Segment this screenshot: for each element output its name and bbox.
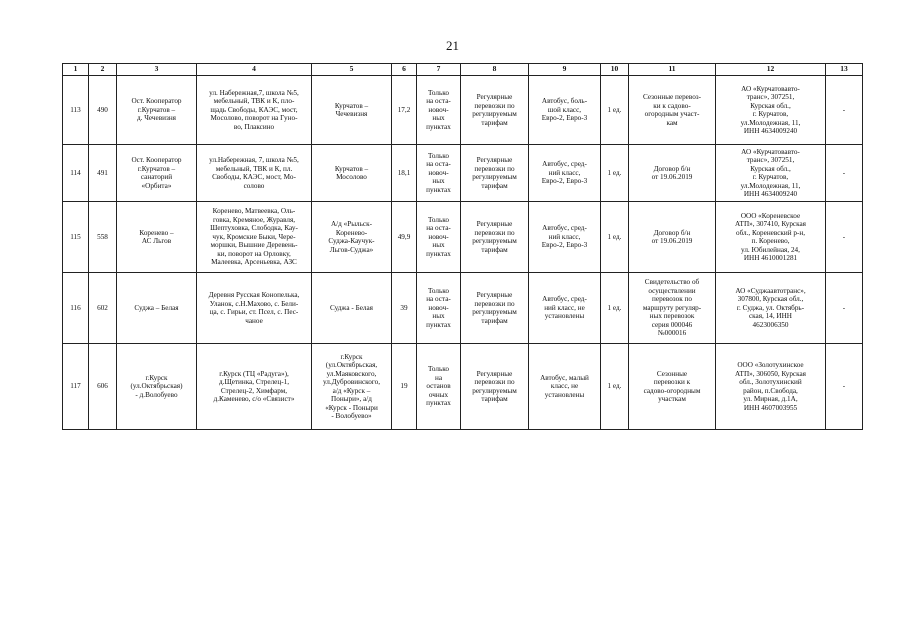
page-number: 21 [446,38,459,53]
route-length: 39 [392,273,417,344]
routes-table [62,63,863,430]
table-row [63,76,863,145]
transport-type: Регулярные перевозки по регулируемым тарифам [461,145,529,202]
transport-type: Регулярные перевозки по регулируемым тарифам [461,202,529,273]
route-length: 49,9 [392,202,417,273]
service-start: Сезонные перевоз- ки к садово- огородным участ- кам [629,76,716,145]
service-start: Договор б/н от 19.06.2019 [629,145,716,202]
transport-type: Регулярные перевозки по регулируемым тарифам [461,344,529,430]
vehicle-class: Автобус, сред- ний класс, не установлены [529,273,601,344]
carrier-info: АО «Курчатовавто- транс», 307251, Курская обл., г. Курчатов, ул.Молодежная, 11, ИНН 4634009240 [716,145,826,202]
header-cell: 12 [716,64,826,76]
table-row [63,202,863,273]
route-name: Суджа – Белая [117,273,197,344]
vehicle-count: 1 ед. [601,344,629,430]
route-length: 18,1 [392,145,417,202]
route-reg-number: 558 [89,202,117,273]
transport-type: Регулярные перевозки по регулируемым тарифам [461,273,529,344]
vehicle-count: 1 ед. [601,273,629,344]
header-cell: 8 [461,64,529,76]
header-cell: 6 [392,64,417,76]
route-streets: Курчатов – Чечевизня [312,76,392,145]
route-reg-number: 602 [89,273,117,344]
header-row [63,64,863,76]
extra-info: - [826,273,863,344]
table-row [63,145,863,202]
route-stops: Коренево, Матвеевка, Оль- говка, Кремяное, Журавля, Шептуховка, Слободка, Кау- чук, Кромские Быки, Чере- моршки, Вышние Деревень- ки, поворот на Орловку, Малеевка, Арсеньевка, АЗС [197,202,312,273]
route-streets: Курчатов – Мосолово [312,145,392,202]
route-length: 17,2 [392,76,417,145]
header-cell: 2 [89,64,117,76]
route-name: Ост. Кооператор г.Курчатов – д. Чечевизня [117,76,197,145]
route-reg-number: 606 [89,344,117,430]
carrier-info: ООО «Кореневское АТП», 307410, Курская обл., Кореневский р-н, п. Коренево, ул. Юбилейная, 24, ИНН 4610001281 [716,202,826,273]
service-start: Свидетельство об осуществлении перевозок по маршруту регуляр- ных перевозок серия 000046 №000016 [629,273,716,344]
extra-info: - [826,202,863,273]
carrier-info: ООО «Золотухинское АТП», 306050, Курская обл., Золотухинский район, п.Свобода, ул. Мирная, д.1А, ИНН 4607003955 [716,344,826,430]
header-cell: 7 [417,64,461,76]
carrier-info: АО «Суджаавтотранс», 307800, Курская обл., г. Суджа, ул. Октябрь- ская, 14, ИНН 4623006350 [716,273,826,344]
route-name: Коренево – АС Льгов [117,202,197,273]
vehicle-class: Автобус, малый класс, не установлены [529,344,601,430]
header-cell: 10 [601,64,629,76]
row-number: 115 [63,202,89,273]
route-length: 19 [392,344,417,430]
boarding-procedure: Только на останов очных пунктах [417,344,461,430]
row-number: 117 [63,344,89,430]
boarding-procedure: Только на оста- новоч- ных пунктах [417,76,461,145]
vehicle-count: 1 ед. [601,76,629,145]
row-number: 116 [63,273,89,344]
extra-info: - [826,76,863,145]
boarding-procedure: Только на оста- новоч- ных пунктах [417,273,461,344]
service-start: Договор б/н от 19.06.2019 [629,202,716,273]
header-cell: 9 [529,64,601,76]
route-name: г.Курск (ул.Октябрьская) - д.Волобуево [117,344,197,430]
vehicle-count: 1 ед. [601,202,629,273]
header-cell: 3 [117,64,197,76]
vehicle-class: Автобус, боль- шой класс, Евро-2, Евро-3 [529,76,601,145]
route-name: Ост. Кооператор г.Курчатов – санаторий «Орбита» [117,145,197,202]
header-cell: 11 [629,64,716,76]
table-row [63,273,863,344]
vehicle-class: Автобус, сред- ний класс, Евро-2, Евро-3 [529,202,601,273]
route-reg-number: 491 [89,145,117,202]
header-cell: 5 [312,64,392,76]
row-number: 114 [63,145,89,202]
route-streets: Суджа - Белая [312,273,392,344]
extra-info: - [826,145,863,202]
header-cell: 1 [63,64,89,76]
vehicle-count: 1 ед. [601,145,629,202]
route-stops: Деревня Русская Конопелька, Уланок, с.Н.Махово, с. Бели- ца, с. Гирьи, ст. Псел, с. Пес- чаное [197,273,312,344]
header-cell: 13 [826,64,863,76]
route-stops: г.Курск (ТЦ «Радуга»), д.Щетинка, Стрелец-1, Стрелец-2, Химфарм, д.Каменево, с/о «Связист» [197,344,312,430]
vehicle-class: Автобус, сред- ний класс, Евро-2, Евро-3 [529,145,601,202]
boarding-procedure: Только на оста- новоч- ных пунктах [417,202,461,273]
service-start: Сезонные перевозки к садово-огородным участкам [629,344,716,430]
route-stops: ул. Набережная,7, школа №5, мебельный, ТВК и К, пло- щадь Свободы, КАЭС, мост, Мосолово, поворот на Гуно- во, Плаксино [197,76,312,145]
route-reg-number: 490 [89,76,117,145]
route-streets: А/д «Рыльск- Коренево- Суджа-Каучук- Льгов-Суджа» [312,202,392,273]
carrier-info: АО «Курчатовавто- транс», 307251, Курская обл., г. Курчатов, ул.Молодежная, 11, ИНН 4634009240 [716,76,826,145]
table-row [63,344,863,430]
row-number: 113 [63,76,89,145]
header-cell: 4 [197,64,312,76]
extra-info: - [826,344,863,430]
boarding-procedure: Только на оста- новоч- ных пунктах [417,145,461,202]
transport-type: Регулярные перевозки по регулируемым тарифам [461,76,529,145]
route-streets: г.Курск (ул.Октябрьская, ул.Маяковского, ул.Дубровинского, а/д «Курск – Поныри», а/д «Курск - Поныри - Волобуево» [312,344,392,430]
route-stops: ул.Набережная, 7, школа №5, мебельный, ТВК и К, пл. Свободы, КАЭС, мост, Мо- солово [197,145,312,202]
